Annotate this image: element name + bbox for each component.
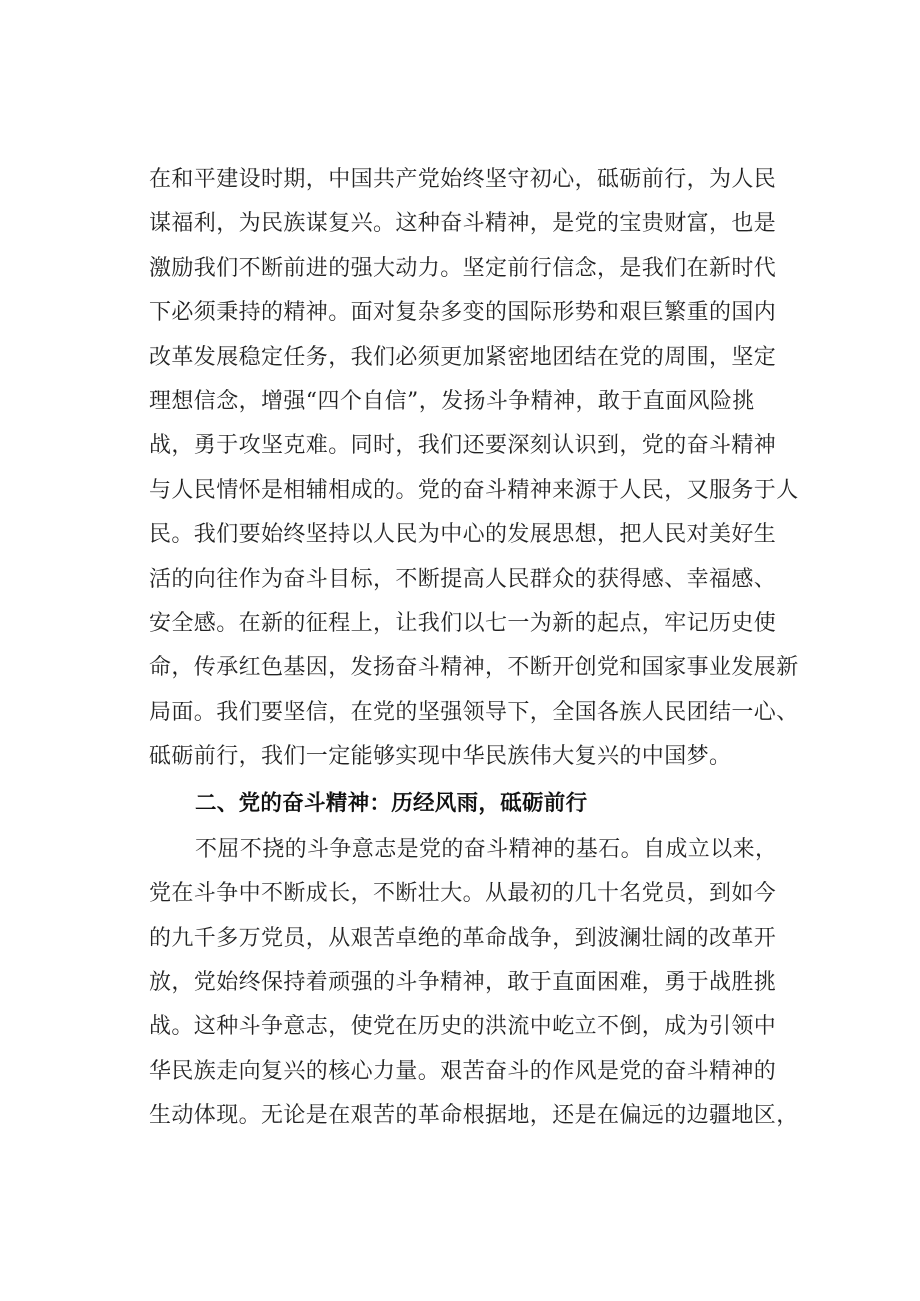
section-heading: 二、党的奋斗精神：历经风雨，砥砺前行 — [195, 790, 588, 816]
text-line: 激励我们不断前进的强大动力。坚定前行信念，是我们在新时代 — [149, 255, 777, 281]
document-body — [149, 158, 809, 1139]
text-line: 谋福利，为民族谋复兴。这种奋斗精神，是党的宝贵财富，也是 — [149, 211, 777, 237]
text-line: 民。我们要始终坚持以人民为中心的发展思想，把人民对美好生 — [149, 522, 777, 548]
text-line: 改革发展稳定任务，我们必须更加紧密地团结在党的周围，坚定 — [149, 344, 777, 370]
text-line: 战。这种斗争意志，使党在历史的洪流中屹立不倒，成为引领中 — [149, 1014, 777, 1040]
paragraph-struggle-will — [149, 828, 809, 1139]
text-line: 下必须秉持的精神。面对复杂多变的国际形势和艰巨繁重的国内 — [149, 300, 777, 326]
text-line: 生动体现。无论是在艰苦的革命根据地，还是在偏远的边疆地区， — [149, 1103, 799, 1129]
text-line: 党在斗争中不断成长，不断壮大。从最初的几十名党员，到如今 — [149, 881, 777, 907]
text-line: 砥砺前行，我们一定能够实现中华民族伟大复兴的中国梦。 — [149, 744, 732, 770]
text-line: 的九千多万党员，从艰苦卓绝的革命战争，到波澜壮阔的改革开 — [149, 925, 777, 951]
text-line: 战，勇于攻坚克难。同时，我们还要深刻认识到，党的奋斗精神 — [149, 433, 777, 459]
text-line: 局面。我们要坚信，在党的坚强领导下，全国各族人民团结一心、 — [149, 699, 799, 725]
text-line: 放，党始终保持着顽强的斗争精神，敢于直面困难，勇于战胜挑 — [149, 969, 777, 995]
text-line: 不屈不挠的斗争意志是党的奋斗精神的基石。自成立以来， — [195, 836, 778, 862]
text-line: 活的向往作为奋斗目标，不断提高人民群众的获得感、幸福感、 — [149, 566, 777, 592]
text-line: 命，传承红色基因，发扬奋斗精神，不断开创党和国家事业发展新 — [149, 655, 799, 681]
text-line: 在和平建设时期，中国共产党始终坚守初心，砥砺前行，为人民 — [149, 167, 777, 192]
text-line: 华民族走向复兴的核心力量。艰苦奋斗的作风是党的奋斗精神的 — [149, 1058, 777, 1084]
text-line: 理想信念，增强“四个自信”，发扬斗争精神，敢于直面风险挑 — [149, 389, 755, 415]
text-line: 与人民情怀是相辅相成的。党的奋斗精神来源于人民，又服务于人 — [149, 477, 799, 503]
text-line: 安全感。在新的征程上，让我们以七一为新的起点，牢记历史使 — [149, 611, 777, 637]
paragraph-peace-construction — [149, 158, 809, 780]
